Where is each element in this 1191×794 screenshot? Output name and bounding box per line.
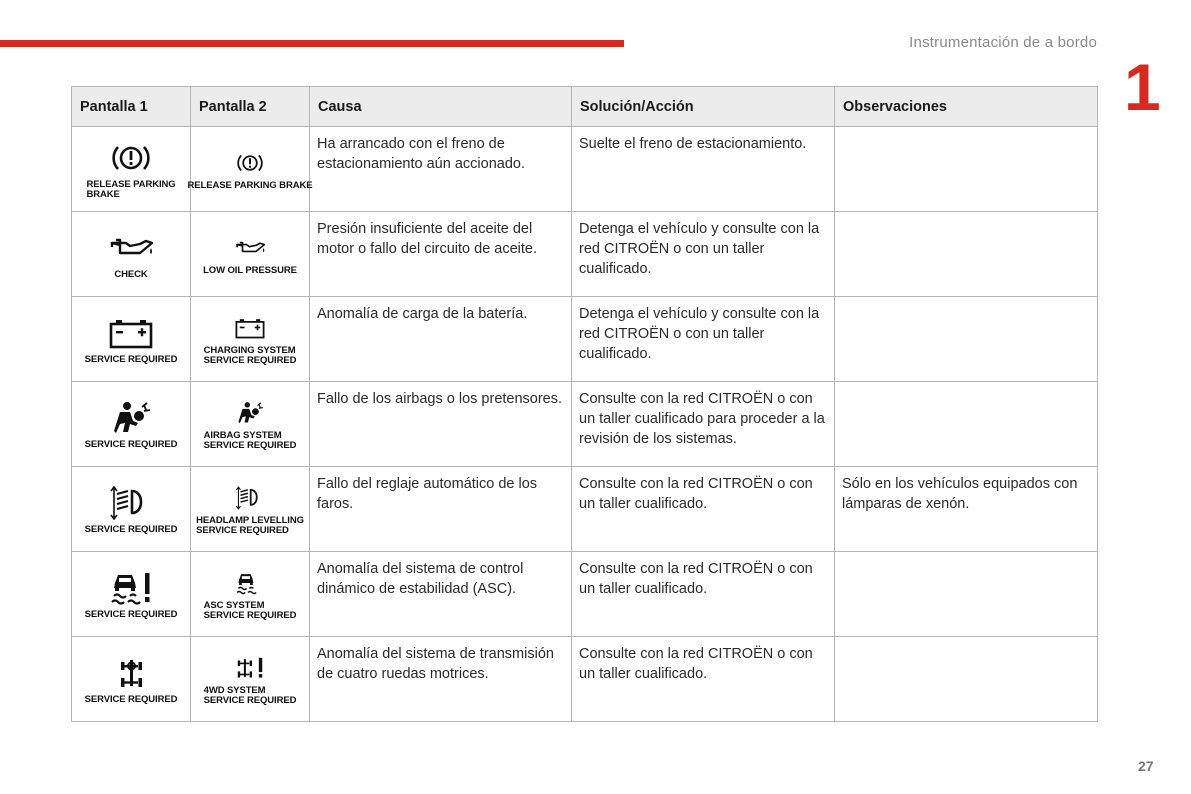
screen1-cell bbox=[72, 552, 191, 637]
screen2-caption-line: AIRBAG SYSTEM bbox=[203, 429, 282, 441]
screen1-cell bbox=[72, 637, 191, 722]
screen2-cell bbox=[191, 637, 310, 722]
cause-cell: Ha arrancado con el freno de estacionamiento aún accionado. bbox=[310, 127, 572, 212]
screen2-caption-line: HEADLAMP LEVELLING bbox=[196, 514, 304, 526]
table-row bbox=[72, 552, 1098, 637]
screen2-caption-line: SERVICE REQUIRED bbox=[203, 694, 297, 706]
stability-control-icon bbox=[106, 571, 156, 605]
screen2-caption-line: LOW OIL PRESSURE bbox=[203, 264, 297, 276]
notes-cell bbox=[835, 637, 1098, 722]
notes-cell bbox=[835, 382, 1098, 467]
table-row bbox=[72, 637, 1098, 722]
screen1-cell bbox=[72, 467, 191, 552]
table-row bbox=[72, 382, 1098, 467]
stability-control-icon bbox=[233, 570, 267, 596]
action-cell: Detenga el vehículo y consulte con la red CITROËN o con un taller cualificado. bbox=[572, 212, 835, 297]
screen2-caption-line: SERVICE REQUIRED bbox=[203, 354, 297, 366]
screen2-cell bbox=[187, 127, 313, 212]
screen2-caption-line: RELEASE PARKING BRAKE bbox=[187, 179, 313, 191]
cause-cell: Anomalía del sistema de transmisión de cuatro ruedas motrices. bbox=[310, 637, 572, 722]
battery-icon bbox=[106, 316, 156, 350]
action-cell: Consulte con la red CITROËN o con un taller cualificado para proceder a la revisión de los sistemas. bbox=[572, 382, 835, 467]
screen1-caption-line: SERVICE REQUIRED bbox=[84, 353, 178, 365]
screen2-cell bbox=[191, 467, 310, 552]
screen1-cell bbox=[72, 212, 191, 297]
parking-brake-icon bbox=[233, 150, 267, 176]
screen1-caption-line: RELEASE PARKING bbox=[86, 178, 176, 190]
screen1-caption-line: SERVICE REQUIRED bbox=[84, 608, 178, 620]
airbag-icon bbox=[233, 400, 267, 426]
battery-icon bbox=[233, 315, 267, 341]
table-row bbox=[72, 297, 1098, 382]
headlamp-levelling-icon bbox=[233, 485, 267, 511]
table-header-row bbox=[72, 87, 1098, 127]
notes-cell bbox=[835, 297, 1098, 382]
column-header: Solución/Acción bbox=[572, 87, 835, 127]
column-header: Causa bbox=[310, 87, 572, 127]
screen2-caption-line: 4WD SYSTEM bbox=[203, 684, 266, 696]
screen1-caption-line: SERVICE REQUIRED bbox=[84, 693, 178, 705]
screen1-cell bbox=[72, 127, 191, 212]
screen2-caption-line: ASC SYSTEM bbox=[203, 599, 265, 611]
table-row bbox=[72, 467, 1098, 552]
column-header: Observaciones bbox=[835, 87, 1098, 127]
cause-cell: Fallo del reglaje automático de los faros. bbox=[310, 467, 572, 552]
action-cell: Consulte con la red CITROËN o con un taller cualificado. bbox=[572, 637, 835, 722]
chapter-number: 1 bbox=[1124, 50, 1161, 124]
screen2-cell bbox=[191, 382, 310, 467]
header-accent-bar bbox=[0, 40, 624, 47]
headlamp-levelling-icon bbox=[106, 486, 156, 520]
action-cell: Suelte el freno de estacionamiento. bbox=[572, 127, 835, 212]
screen1-caption-line: SERVICE REQUIRED bbox=[84, 523, 178, 535]
screen1-caption-line: CHECK bbox=[114, 268, 148, 280]
running-title: Instrumentación de a bordo bbox=[909, 34, 1097, 51]
screen2-caption-line: SERVICE REQUIRED bbox=[203, 439, 297, 451]
action-cell: Detenga el vehículo y consulte con la red CITROËN o con un taller cualificado. bbox=[572, 297, 835, 382]
cause-cell: Presión insuficiente del aceite del motor o fallo del circuito de aceite. bbox=[310, 212, 572, 297]
notes-cell bbox=[835, 552, 1098, 637]
notes-cell: Sólo en los vehículos equipados con lámparas de xenón. bbox=[835, 467, 1098, 552]
warning-messages-table bbox=[71, 86, 1098, 722]
cause-cell: Anomalía del sistema de control dinámico de estabilidad (ASC). bbox=[310, 552, 572, 637]
screen2-cell bbox=[191, 212, 310, 297]
screen2-caption-line: SERVICE REQUIRED bbox=[203, 609, 297, 621]
oil-can-icon bbox=[233, 235, 267, 261]
screen1-cell bbox=[72, 297, 191, 382]
four-wheel-drive-icon bbox=[106, 656, 156, 690]
screen1-caption-line: SERVICE REQUIRED bbox=[84, 438, 178, 450]
oil-can-icon bbox=[106, 231, 156, 265]
table-row bbox=[72, 127, 1098, 212]
table-row bbox=[72, 212, 1098, 297]
screen2-caption-line: SERVICE REQUIRED bbox=[196, 524, 289, 536]
cause-cell: Fallo de los airbags o los pretensores. bbox=[310, 382, 572, 467]
parking-brake-icon bbox=[106, 141, 156, 175]
four-wheel-drive-icon bbox=[233, 655, 267, 681]
column-header: Pantalla 1 bbox=[72, 87, 191, 127]
screen1-cell bbox=[72, 382, 191, 467]
action-cell: Consulte con la red CITROËN o con un taller cualificado. bbox=[572, 467, 835, 552]
page-number: 27 bbox=[1138, 758, 1154, 774]
notes-cell bbox=[835, 127, 1098, 212]
screen2-caption-line: CHARGING SYSTEM bbox=[203, 344, 296, 356]
notes-cell bbox=[835, 212, 1098, 297]
screen1-caption-line: BRAKE bbox=[86, 188, 120, 200]
screen2-cell bbox=[191, 552, 310, 637]
action-cell: Consulte con la red CITROËN o con un taller cualificado. bbox=[572, 552, 835, 637]
screen2-cell bbox=[191, 297, 310, 382]
airbag-icon bbox=[106, 401, 156, 435]
cause-cell: Anomalía de carga de la batería. bbox=[310, 297, 572, 382]
column-header: Pantalla 2 bbox=[191, 87, 310, 127]
